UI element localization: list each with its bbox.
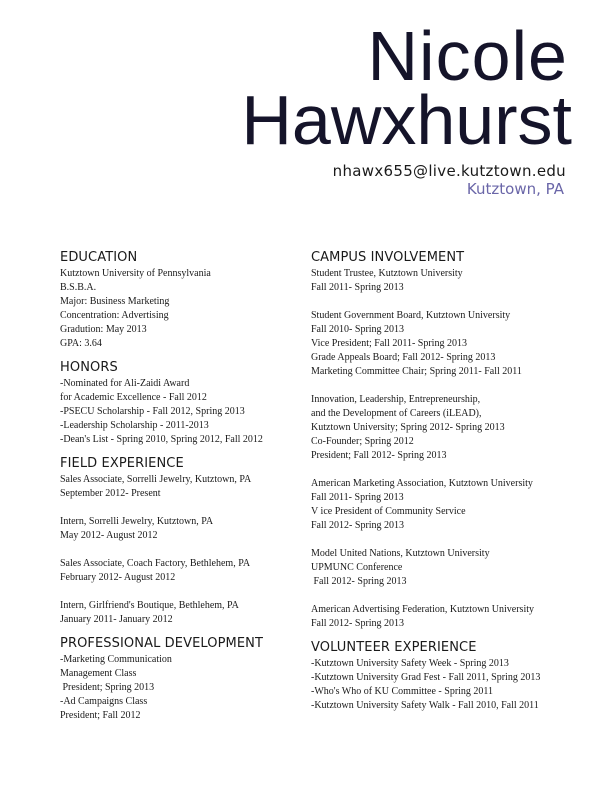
text-line: V ice President of Community Service bbox=[311, 506, 466, 517]
text-line: and the Development of Careers (iLEAD), bbox=[311, 408, 482, 419]
professional-development-section bbox=[60, 636, 296, 723]
text-line: Student Government Board, Kutztown University bbox=[311, 310, 511, 321]
text-line: Management Class bbox=[60, 668, 137, 679]
spacer bbox=[311, 589, 573, 603]
text-line: B.S.B.A. bbox=[60, 282, 97, 293]
text-line: -Marketing Communication bbox=[60, 654, 172, 665]
spacer bbox=[60, 543, 296, 557]
text-line: Fall 2011- Spring 2013 bbox=[311, 282, 404, 293]
text-line: Fall 2011- Spring 2013 bbox=[311, 492, 404, 503]
text-line: American Advertising Federation, Kutztown University bbox=[311, 604, 535, 615]
spacer bbox=[60, 585, 296, 599]
text-line: Fall 2012- Spring 2013 bbox=[311, 520, 405, 531]
section-heading-honors: HONORS bbox=[60, 360, 118, 375]
text-line: Sales Associate, Sorrelli Jewelry, Kutztown, PA bbox=[60, 474, 252, 485]
text-line: Grade Appeals Board; Fall 2012- Spring 2013 bbox=[311, 352, 496, 363]
spacer bbox=[311, 533, 573, 547]
text-line: -Kutztown University Grad Fest - Fall 2011, Spring 2013 bbox=[311, 672, 541, 683]
professional-development-lines bbox=[60, 653, 296, 723]
text-line: American Marketing Association, Kutztown University bbox=[311, 478, 533, 489]
campus-involvement-lines bbox=[311, 267, 573, 631]
text-line: Concentration: Advertising bbox=[60, 310, 169, 321]
field-experience-section bbox=[60, 456, 296, 627]
text-line: Major: Business Marketing bbox=[60, 296, 170, 307]
campus-involvement-section bbox=[311, 250, 573, 631]
text-line: Kutztown University of Pennsylvania bbox=[60, 268, 211, 279]
text-line: -Kutztown University Safety Walk - Fall 2010, Fall 2011 bbox=[311, 700, 539, 711]
name-first: Nicole bbox=[367, 17, 568, 95]
section-heading-volunteer-experience: VOLUNTEER EXPERIENCE bbox=[311, 640, 477, 655]
spacer bbox=[311, 463, 573, 477]
text-line: -Who's Who of KU Committee - Spring 2011 bbox=[311, 686, 494, 697]
section-heading-campus-involvement: CAMPUS INVOLVEMENT bbox=[311, 250, 465, 265]
spacer bbox=[311, 379, 573, 393]
email: nhawx655@live.kutztown.edu bbox=[332, 162, 566, 180]
text-line: -Leadership Scholarship - 2011-2013 bbox=[60, 420, 209, 431]
text-line: Sales Associate, Coach Factory, Bethlehem, PA bbox=[60, 558, 251, 569]
volunteer-experience-section bbox=[311, 640, 573, 713]
text-line: UPMUNC Conference bbox=[311, 562, 403, 573]
text-line: Vice President; Fall 2011- Spring 2013 bbox=[311, 338, 467, 349]
education-section bbox=[60, 250, 296, 351]
honors-lines bbox=[60, 377, 296, 447]
text-line: January 2011- January 2012 bbox=[60, 614, 173, 625]
text-line: Fall 2012- Spring 2013 bbox=[311, 618, 405, 629]
text-line: President; Fall 2012 bbox=[60, 710, 141, 721]
section-heading-professional-development: PROFESSIONAL DEVELOPMENT bbox=[60, 636, 264, 651]
text-line: Model United Nations, Kutztown University bbox=[311, 548, 490, 559]
text-line: Kutztown University; Spring 2012- Spring 2013 bbox=[311, 422, 505, 433]
right-column bbox=[311, 250, 573, 722]
text-line: President; Spring 2013 bbox=[60, 682, 155, 693]
field-experience-lines bbox=[60, 473, 296, 627]
location: Kutztown, PA bbox=[466, 180, 564, 198]
left-column bbox=[60, 250, 296, 732]
text-line: -Kutztown University Safety Week - Spring 2013 bbox=[311, 658, 509, 669]
text-line: -Ad Campaigns Class bbox=[60, 696, 148, 707]
text-line: Student Trustee, Kutztown University bbox=[311, 268, 463, 279]
text-line: -Dean's List - Spring 2010, Spring 2012, Fall 2012 bbox=[60, 434, 263, 445]
text-line: February 2012- August 2012 bbox=[60, 572, 176, 583]
honors-section bbox=[60, 360, 296, 447]
volunteer-experience-lines bbox=[311, 657, 573, 713]
section-heading-education: EDUCATION bbox=[60, 250, 138, 265]
text-line: -PSECU Scholarship - Fall 2012, Spring 2013 bbox=[60, 406, 245, 417]
text-line: May 2012- August 2012 bbox=[60, 530, 158, 541]
spacer bbox=[60, 501, 296, 515]
text-line: President; Fall 2012- Spring 2013 bbox=[311, 450, 447, 461]
text-line: Intern, Sorrelli Jewelry, Kutztown, PA bbox=[60, 516, 214, 527]
text-line: Intern, Girlfriend's Boutique, Bethlehem, PA bbox=[60, 600, 239, 611]
section-heading-field-experience: FIELD EXPERIENCE bbox=[60, 456, 184, 471]
spacer bbox=[311, 295, 573, 309]
text-line: Innovation, Leadership, Entrepreneurship, bbox=[311, 394, 481, 405]
text-line: Marketing Committee Chair; Spring 2011- Fall 2011 bbox=[311, 366, 522, 377]
text-line: for Academic Excellence - Fall 2012 bbox=[60, 392, 207, 403]
text-line: Co-Founder; Spring 2012 bbox=[311, 436, 414, 447]
education-lines bbox=[60, 267, 296, 351]
text-line: GPA: 3.64 bbox=[60, 338, 102, 349]
text-line: Gradution: May 2013 bbox=[60, 324, 147, 335]
name-last: Hawxhurst bbox=[241, 81, 572, 159]
text-line: -Nominated for Ali-Zaidi Award bbox=[60, 378, 190, 389]
text-line: Fall 2010- Spring 2013 bbox=[311, 324, 405, 335]
text-line: September 2012- Present bbox=[60, 488, 161, 499]
text-line: Fall 2012- Spring 2013 bbox=[311, 576, 407, 587]
